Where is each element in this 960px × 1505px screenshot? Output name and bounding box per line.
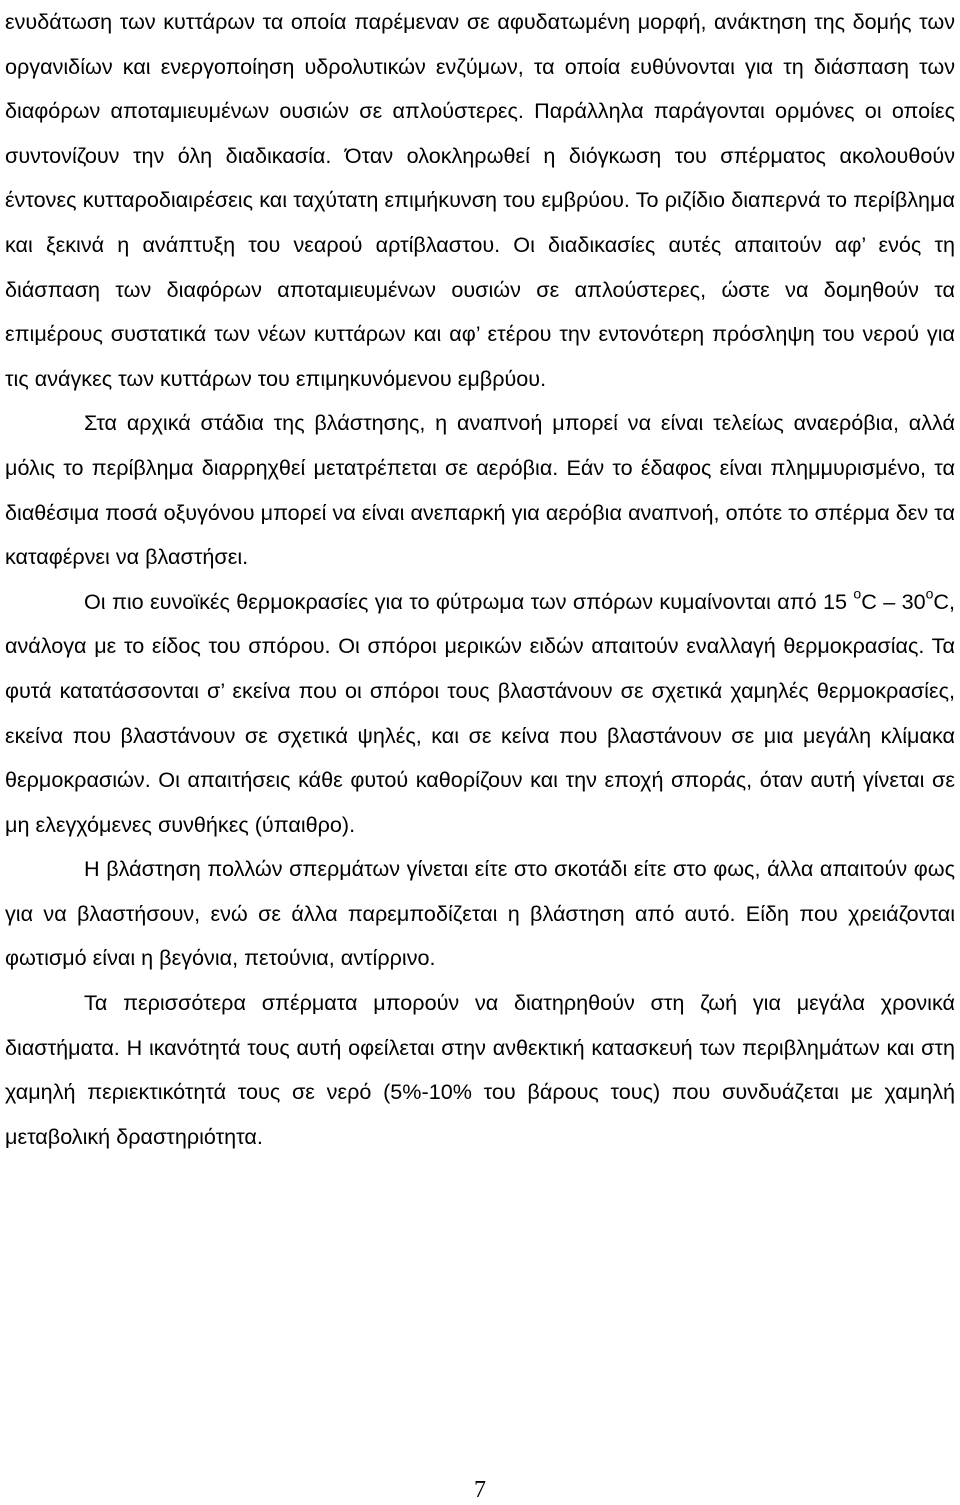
paragraph-temperature: [5, 580, 955, 848]
temperature-text-part-c: C, ανάλογα με το είδος του σπόρου. Οι σπόροι μερικών ειδών απαιτούν εναλλαγή θερμοκρασίας. Τα φυτά κατατάσσονται σ’ εκείνα που οι σπόροι τους βλαστάνουν σε σχετικά χαμηλές θερμοκρασίες, εκείνα που βλαστάνουν σε σχετικά ψηλές, και σε κείνα που βλαστάνουν σε μια μεγάλη κλίμακα θερμοκρασιών. Οι απαιτήσεις κάθε φυτού καθορίζουν και την εποχή σποράς, όταν αυτή γίνεται σε μη ελεγχόμενες συνθήκες (ύπαιθρο).: [5, 588, 955, 837]
temperature-text-part-a: Οι πιο ευνοϊκές θερμοκρασίες για το φύτρωμα των σπόρων κυμαίνονται από 15: [84, 588, 854, 614]
paragraph-respiration: Στα αρχικά στάδια της βλάστησης, η αναπνοή μπορεί να είναι τελείως αναερόβια, αλλά μόλις το περίβλημα διαρρηχθεί μετατρέπεται σε αερόβια. Εάν το έδαφος είναι πλημμυρισμένο, τα διαθέσιμα ποσά οξυγόνου μπορεί να είναι ανεπαρκή για αερόβια αναπνοή, οπότε το σπέρμα δεν τα καταφέρνει να βλαστήσει.: [5, 410, 955, 570]
paragraph-germination-process: ενυδάτωση των κυττάρων τα οποία παρέμεναν σε αφυδατωμένη μορφή, ανάκτηση της δομής των οργανιδίων και ενεργοποίηση υδρολυτικών ενζύμων, τα οποία ευθύνονται για τη διάσπαση των διαφόρων αποταμιευμένων ουσιών σε απλούστερες. Παράλληλα παράγονται ορμόνες οι οποίες συντονίζουν την όλη διαδικασία. Όταν ολοκληρωθεί η διόγκωση του σπέρματος ακολουθούν έντονες κυτταροδιαιρέσεις και ταχύτατη επιμήκυνση του εμβρύου. Το ριζίδιο διαπερνά το περίβλημα και ξεκινά η ανάπτυξη του νεαρού αρτίβλαστου. Οι διαδικασίες αυτές απαιτούν αφ’ ενός τη διάσπαση των διαφόρων αποταμιευμένων ουσιών σε απλούστερες, ώστε να δομηθούν τα επιμέρους συστατικά των νέων κυττάρων και αφ’ ετέρου την εντονότερη πρόσληψη του νερού για τις ανάγκες των κυττάρων του επιμηκυνόμενου εμβρύου.: [5, 9, 955, 391]
paragraph-longevity: Τα περισσότερα σπέρματα μπορούν να διατηρηθούν στη ζωή για μεγάλα χρονικά διαστήματα. Η ικανότητά τους αυτή οφείλεται στην ανθεκτική κατασκευή των περιβλημάτων και στη χαμηλή περιεκτικότητά τους σε νερό (5%-10% του βάρους τους) που συνδυάζεται με χαμηλή μεταβολική δραστηριότητα.: [5, 990, 955, 1149]
body-text: [5, 0, 955, 1159]
degree-sign: ο: [925, 585, 934, 602]
page-number: 7: [474, 1477, 486, 1503]
degree-sign: ο: [853, 585, 862, 602]
paragraph-light: Η βλάστηση πολλών σπερμάτων γίνεται είτε στο σκοτάδι είτε στο φως, άλλα απαιτούν φως για να βλαστήσουν, ενώ σε άλλα παρεμποδίζεται η βλάστηση από αυτό. Είδη που χρειάζονται φωτισμό είναι η βεγόνια, πετούνια, αντίρρινο.: [5, 856, 955, 971]
temperature-text-part-b: C – 30: [861, 588, 926, 614]
